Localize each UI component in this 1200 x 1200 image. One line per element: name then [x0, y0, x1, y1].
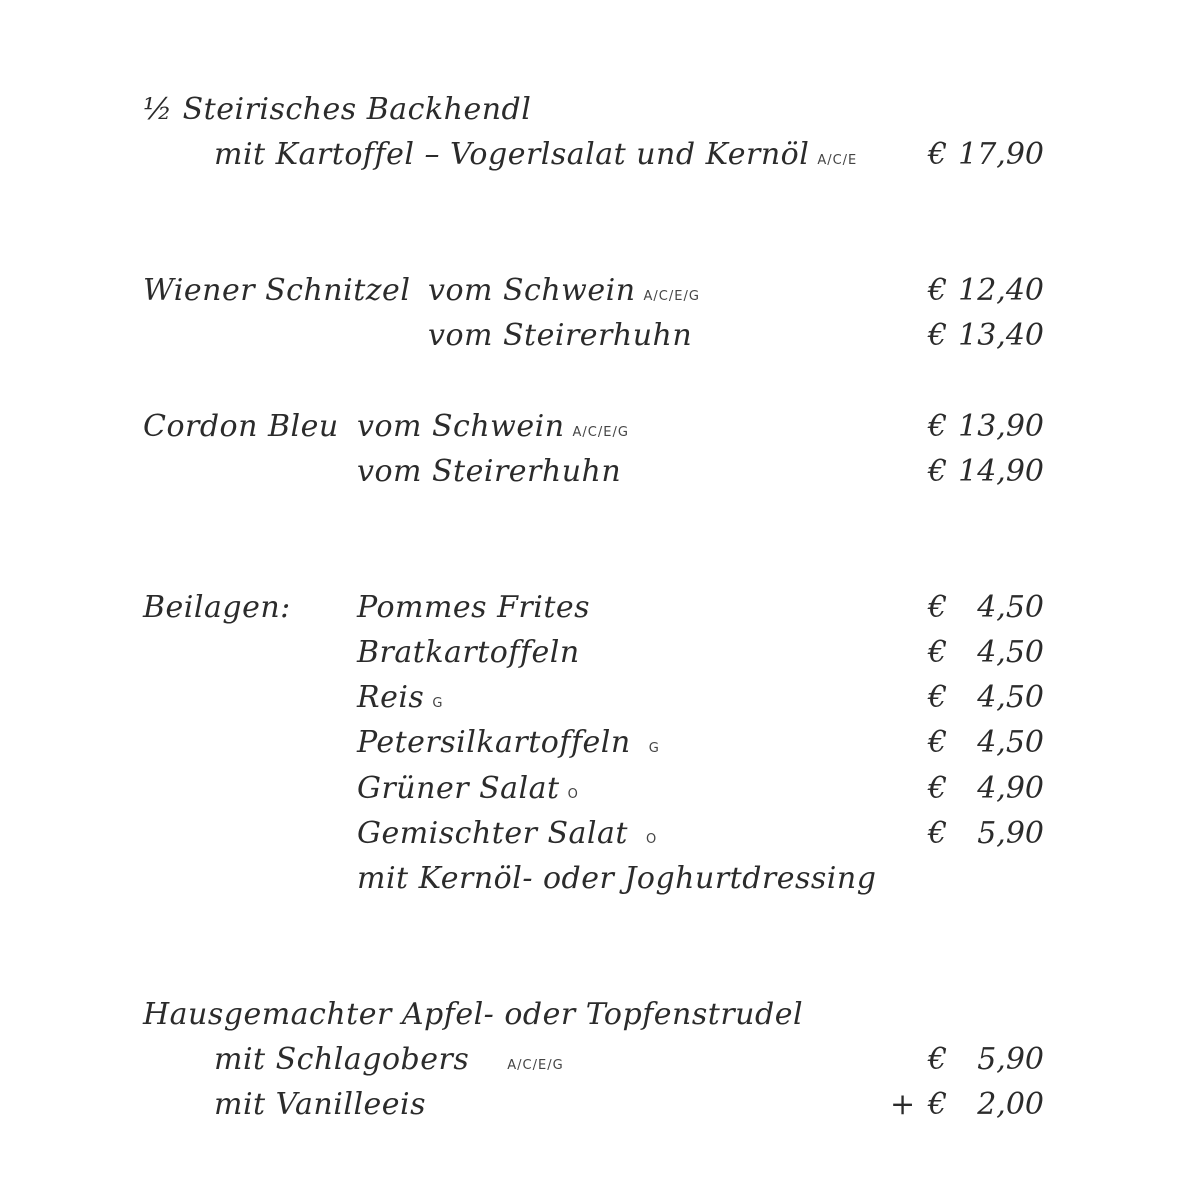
variant-label: mit Vanilleeis — [214, 1087, 427, 1122]
side-item-label: Pommes Frites — [357, 590, 591, 625]
price-amount: 17,90 — [958, 137, 1044, 172]
price-amount: 4,50 — [977, 635, 1044, 670]
price-amount: 4,50 — [977, 590, 1044, 625]
dish-desc-backhendl — [214, 137, 857, 179]
side-item-label: Reis — [357, 680, 425, 715]
variant-cordon-schwein — [357, 409, 629, 451]
price-amount: 4,50 — [977, 680, 1044, 715]
price-amount: 13,90 — [958, 409, 1044, 444]
side-item-label: Grüner Salat — [357, 771, 560, 806]
price-amount: 14,90 — [958, 454, 1044, 489]
side-item-label: Bratkartoffeln — [357, 635, 580, 670]
dish-title-cordon — [143, 409, 339, 445]
variant-label: mit Schlagobers — [214, 1042, 470, 1077]
side-item — [357, 635, 580, 671]
currency-symbol: € — [928, 1087, 948, 1122]
currency-symbol: € — [928, 816, 948, 851]
side-item — [357, 590, 590, 626]
allergen-code: G — [432, 696, 444, 711]
section-title-beilagen — [143, 590, 291, 626]
dressing-note-text: mit Kernöl- oder Joghurtdressing — [357, 861, 877, 896]
allergen-code: G — [648, 741, 660, 756]
price-amount: 5,90 — [977, 1042, 1044, 1077]
currency-symbol: € — [928, 409, 948, 444]
variant-schnitzel-huhn — [428, 318, 692, 354]
dish-title-backhendl — [143, 92, 531, 128]
currency-symbol: € — [928, 590, 948, 625]
currency-symbol: € — [928, 680, 948, 715]
dressing-note — [357, 861, 876, 897]
price-amount: 4,50 — [977, 725, 1044, 760]
dish-desc-text: mit Kartoffel – Vogerlsalat und Kernöl — [214, 137, 810, 172]
dish-title-text: Wiener Schnitzel — [143, 273, 411, 308]
side-item — [357, 816, 657, 858]
variant-label: vom Schwein — [357, 409, 565, 444]
price-amount: 12,40 — [958, 273, 1044, 308]
currency-symbol: € — [928, 137, 948, 172]
dish-title-text: Cordon Bleu — [143, 409, 339, 444]
variant-label: vom Steirerhuhn — [428, 318, 693, 353]
allergen-code: A/C/E/G — [507, 1058, 564, 1073]
currency-symbol: € — [928, 725, 948, 760]
variant-label: vom Schwein — [428, 273, 636, 308]
variant-schnitzel-schwein — [428, 273, 700, 315]
allergen-code: A/C/E/G — [643, 289, 700, 304]
allergen-code: O — [567, 787, 579, 802]
price-amount: 5,90 — [977, 816, 1044, 851]
side-item — [357, 680, 443, 722]
price-amount: 4,90 — [977, 771, 1044, 806]
price-amount: 13,40 — [958, 318, 1044, 353]
allergen-code: O — [645, 832, 658, 847]
currency-symbol: € — [928, 318, 948, 353]
dish-title-text: Hausgemachter Apfel- oder Topfenstrudel — [143, 997, 804, 1032]
dish-title-schnitzel — [143, 273, 410, 309]
currency-symbol: € — [928, 273, 948, 308]
price-amount: 2,00 — [977, 1087, 1044, 1122]
side-item — [357, 725, 660, 767]
section-title-text: Beilagen: — [143, 590, 291, 625]
side-item-label: Gemischter Salat — [357, 816, 628, 851]
currency-symbol: € — [928, 1042, 948, 1077]
side-item-label: Petersilkartoffeln — [357, 725, 631, 760]
currency-symbol: € — [928, 635, 948, 670]
allergen-code: A/C/E/G — [572, 425, 629, 440]
currency-symbol: € — [928, 454, 948, 489]
currency-symbol: € — [928, 771, 948, 806]
dish-title-text: ½ Steirisches Backhendl — [143, 92, 532, 127]
variant-label: vom Steirerhuhn — [357, 454, 622, 489]
dish-title-strudel — [143, 997, 803, 1033]
side-item — [357, 771, 579, 813]
price-prefix: + — [890, 1087, 916, 1122]
variant-strudel-schlagobers — [214, 1042, 564, 1084]
variant-strudel-vanilleeis — [214, 1087, 426, 1123]
variant-cordon-huhn — [357, 454, 621, 490]
allergen-code: A/C/E — [817, 153, 858, 168]
